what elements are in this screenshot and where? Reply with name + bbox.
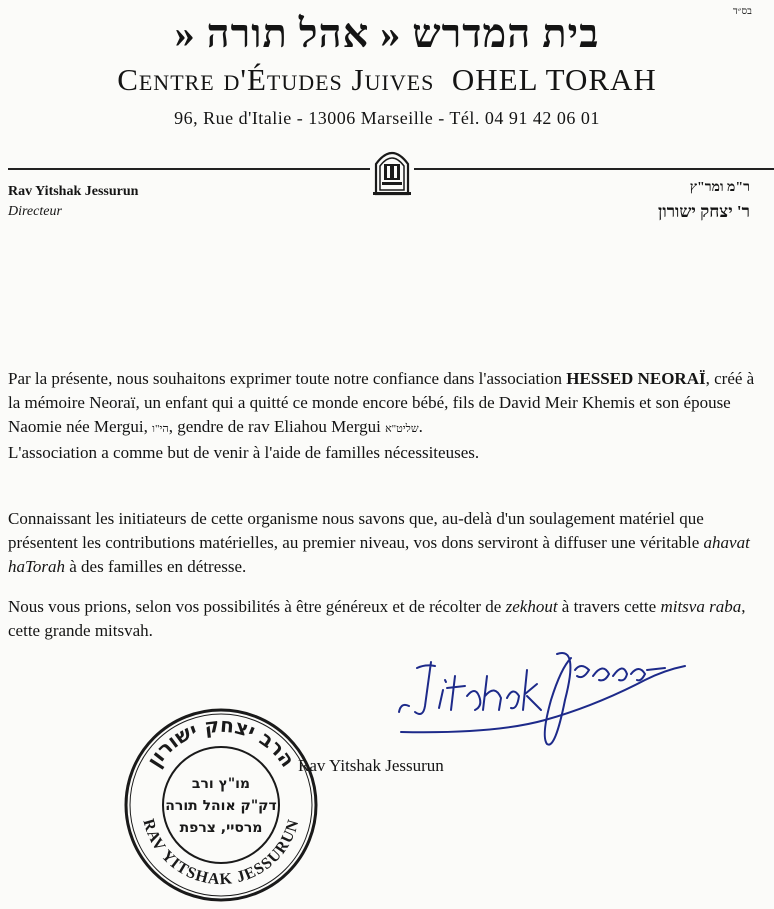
torah-ark-logo-icon: [370, 144, 414, 196]
stamp-line-3: מרסיי, צרפת: [179, 820, 263, 836]
address-text: 96, Rue d'Italie - 13006 Marseille - Tél. 04 91 42 06 01: [174, 108, 600, 128]
stamp-line-2: דק"ק אוהל תורה: [165, 798, 277, 814]
handwritten-signature: [395, 640, 695, 760]
signature-name: Rav Yitshak Jessurun: [298, 756, 444, 775]
p1-hebrew: הי"ו: [152, 423, 169, 435]
p3-text: , cette grande mitsvah.: [8, 597, 746, 640]
p3-text: à travers cette: [557, 597, 661, 616]
p3-italic: zekhout: [505, 597, 558, 616]
stamp-arc-latin: RAV YITSHAK JESSURUN: [139, 817, 303, 889]
letterhead-address: [0, 108, 774, 129]
hebrew-title: בית המדרש « אהל תורה «: [174, 11, 600, 56]
sender-name: Rav Yitshak Jessurun: [8, 184, 139, 199]
letterhead-title: [0, 62, 774, 98]
p2-italic: ahavat haTorah: [8, 533, 750, 576]
letterhead-title-name: OHEL TORAH: [451, 62, 657, 97]
p3-italic: mitsva raba: [660, 597, 742, 616]
p3-text: Nous vous prions, selon vos possibilités à être généreux et de récolter de: [8, 597, 506, 616]
association-name: HESSED NEORAÏ: [566, 369, 706, 388]
p1-text: .: [418, 417, 423, 436]
sender-hebrew-name: ר' יצחק ישורון: [658, 202, 750, 221]
p1-text: , créé à la mémoire Neoraï, un enfant qui a quitté ce monde encore bébé, fils de David Meir Khemis et son épouse Naomie née Mergui,: [8, 369, 755, 436]
p1-hebrew: שליט"א: [385, 423, 419, 435]
paragraph-confidence: [8, 367, 758, 465]
p1-text: Par la présente, nous souhaitons exprimer toute notre confiance dans l'association: [8, 369, 567, 388]
p1-text: , gendre de rav Eliahou Mergui: [168, 417, 386, 436]
stamp-line-1: מו"ץ ורב: [191, 776, 251, 792]
paragraph-request: [8, 595, 758, 643]
p2-text: Connaissant les initiateurs de cette organisme nous savons que, au-delà d'un soulagement matériel que présentent les contributions matérielles, au premier niveau, vos dons serviront à diffuser une véritable: [8, 509, 704, 552]
svg-text:הרב יצחק ישורון: [142, 713, 301, 772]
p1-purpose: L'association a comme but de venir à l'aide de familles nécessiteuses.: [8, 443, 480, 462]
letterhead-title-main: Centre d'Études Juives: [117, 62, 435, 97]
sender-hebrew-title: ר"מ ומר"ץ: [689, 180, 750, 195]
bsd-mark: בס״ד: [732, 6, 752, 17]
sender-title: Directeur: [8, 204, 62, 219]
p2-text: à des familles en détresse.: [65, 557, 247, 576]
stamp-arc-hebrew: הרב יצחק ישורון: [141, 712, 301, 772]
paragraph-initiators: [8, 507, 758, 579]
official-stamp: [122, 706, 320, 904]
